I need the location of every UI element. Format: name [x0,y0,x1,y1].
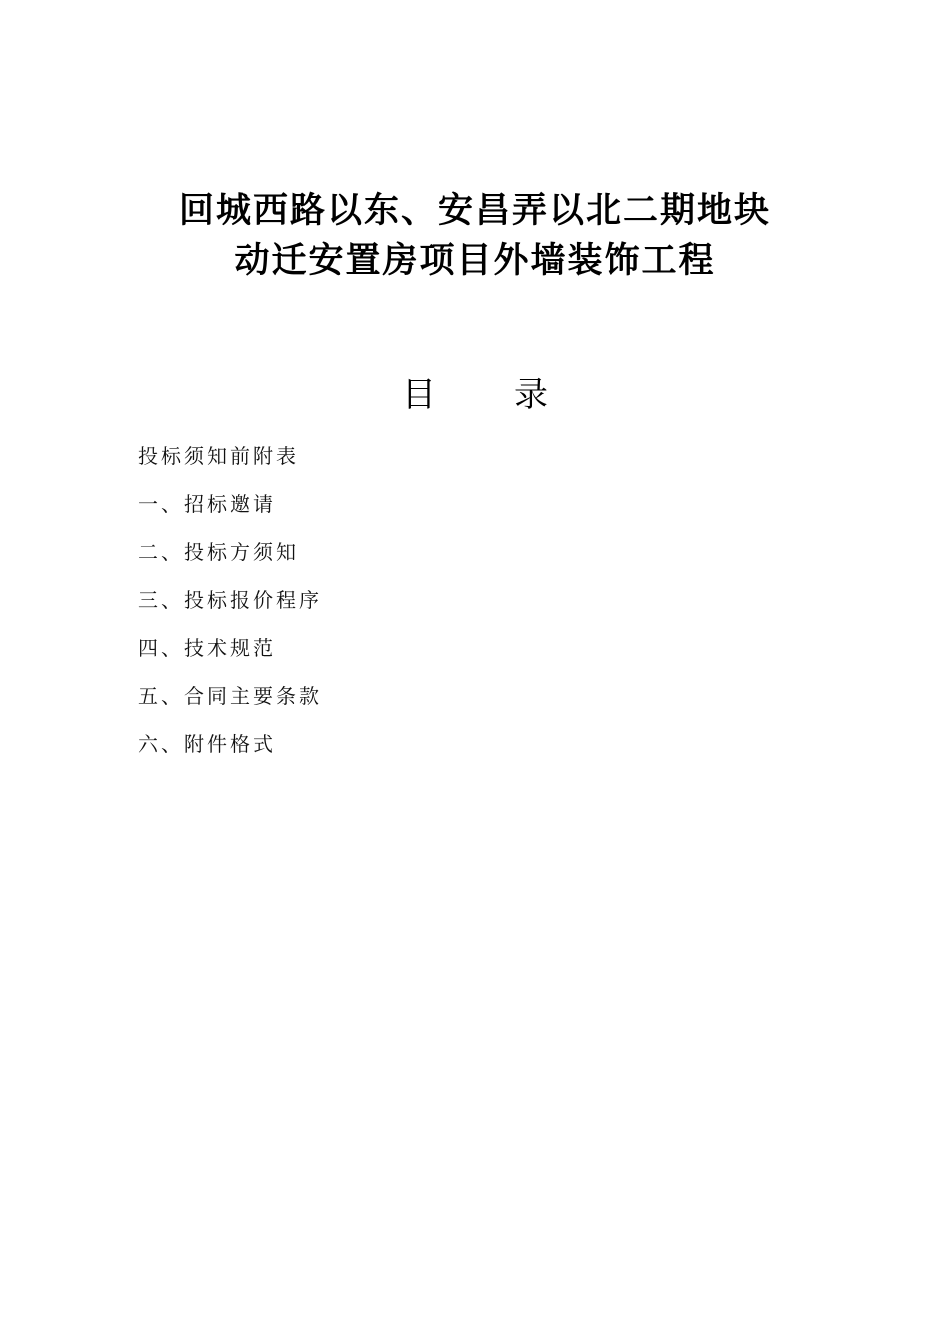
title-line-2: 动迁安置房项目外墙装饰工程 [234,241,716,281]
document-title [0,186,950,286]
toc-item: 一、招标邀请 [138,492,276,516]
toc-heading [0,370,950,420]
toc-item: 六、附件格式 [138,732,276,756]
toc-item: 二、投标方须知 [138,540,299,564]
toc-heading-right: 录 [514,375,548,415]
title-line-1: 回城西路以东、安昌弄以北二期地块 [178,191,771,231]
toc-item: 五、合同主要条款 [138,684,322,708]
table-of-contents [138,432,322,768]
toc-item: 四、技术规范 [138,636,276,660]
toc-item: 投标须知前附表 [138,444,299,468]
toc-heading-left: 目 [402,375,436,415]
toc-item: 三、投标报价程序 [138,588,322,612]
